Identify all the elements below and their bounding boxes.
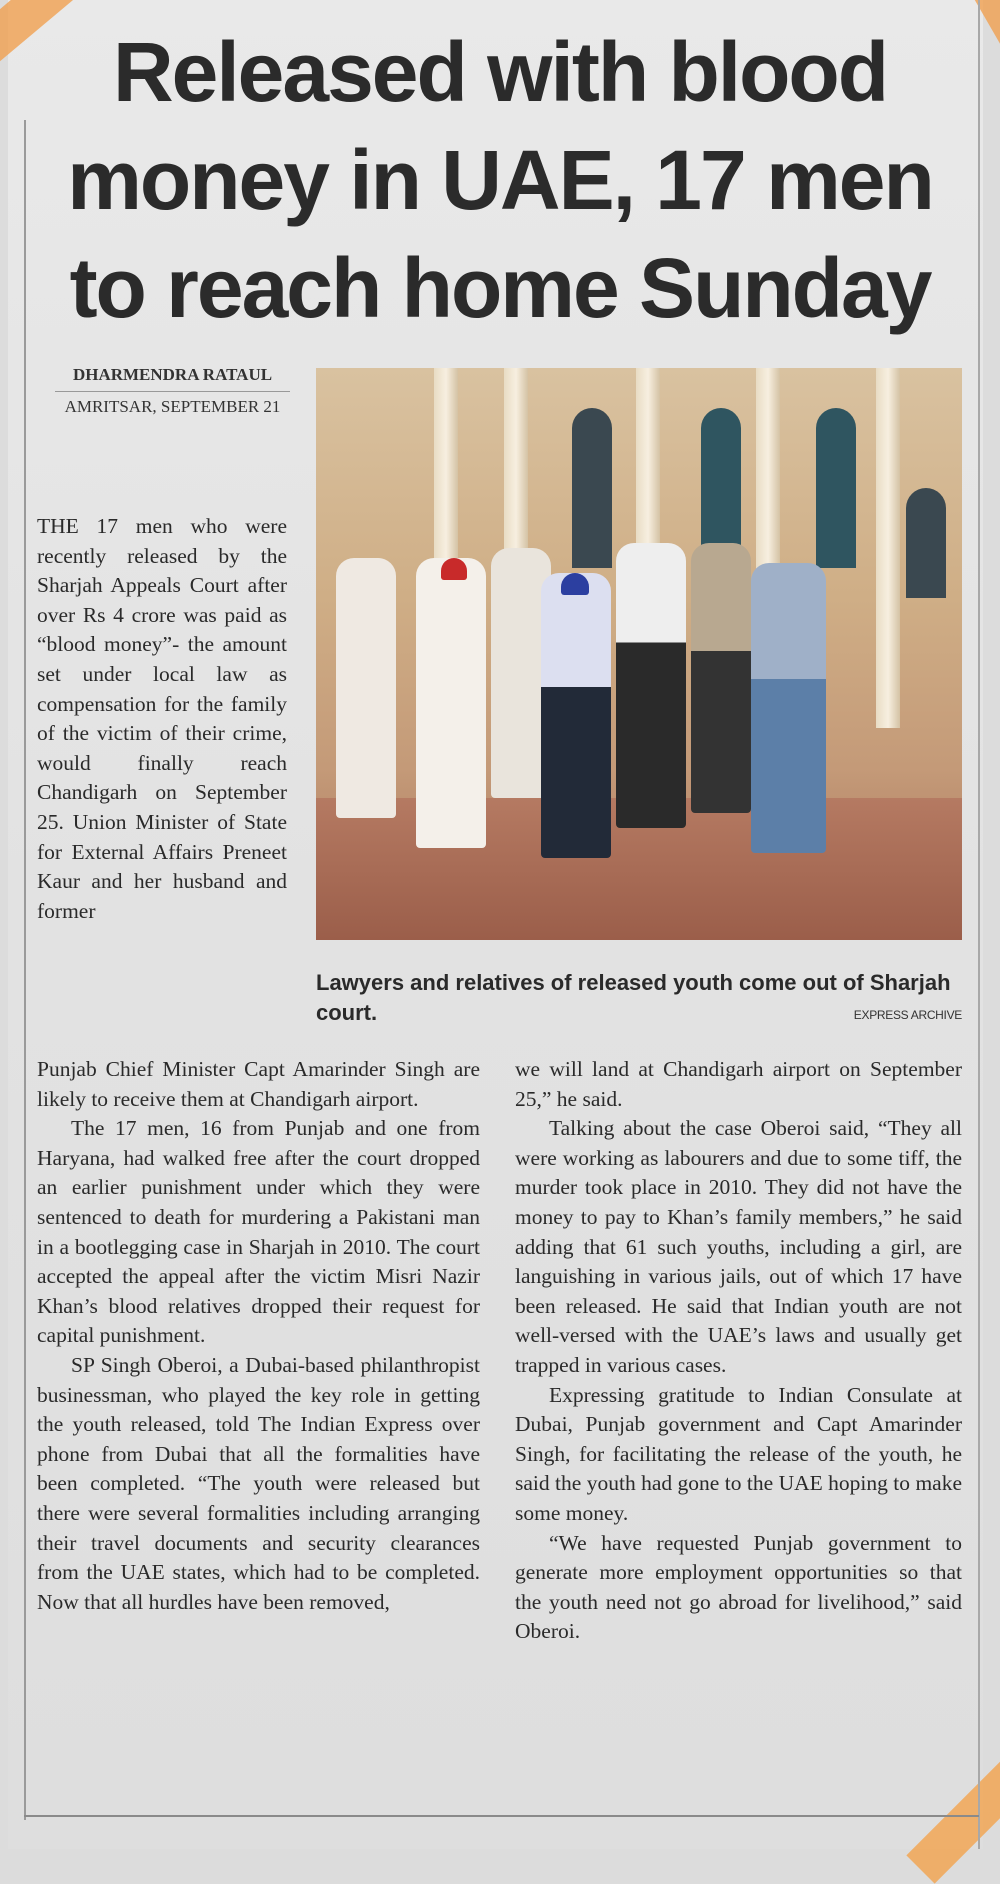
photo-caption: Lawyers and relatives of released youth come out of Sharjah court. [316, 970, 951, 1025]
article-column-3 [515, 1055, 962, 1647]
article-paragraph: Talking about the case Oberoi said, “They all were working as labourers and due to some tiff, the murder took place in 2010. They did not have the money to pay to Khan’s family members,” he said adding that 61 such youths, including a girl, are languishing in various jails, out of which 17 have been released. He said that Indian youth are not well-versed with the UAE’s laws and usually get trapped in various cases. [515, 1116, 962, 1377]
person [416, 558, 486, 848]
turban [561, 573, 589, 595]
turban [441, 558, 467, 580]
article-paragraph: The 17 men, 16 from Punjab and one from Haryana, had walked free after the court dropped an earlier punishment under which they were sentenced to death for murdering a Pakistani man in a bootlegging case in Sharjah in 2010. The court accepted the appeal after the victim Misri Nazir Khan’s blood relatives dropped their request for capital punishment. [37, 1116, 480, 1348]
building-arch [816, 408, 856, 568]
photo-credit: EXPRESS ARCHIVE [853, 1008, 962, 1022]
bottom-rule [24, 1815, 979, 1817]
building-arch [906, 488, 946, 598]
person [541, 573, 611, 858]
headline: Released with blood money in UAE, 17 men to reach home Sunday [67, 25, 933, 335]
news-photo [316, 368, 962, 940]
article-paragraph: Expressing gratitude to Indian Consulate at Dubai, Punjab government and Capt Amarinder Singh, for facilitating the release of the youth, he said the youth had gone to the UAE hoping to make some money. [515, 1382, 962, 1525]
article-column-1 [37, 512, 287, 926]
article-column-2 [37, 1055, 480, 1617]
author: DHARMENDRA RATAUL [72, 365, 273, 384]
building-arch [572, 408, 612, 568]
article-paragraph: SP Singh Oberoi, a Dubai-based philanthropist businessman, who played the key role in getting the youth released, told The Indian Express over phone from Dubai that all the formalities have been completed. “The youth were released but there were several formalities including arranging their travel documents and security clearances from the UAE states, which had to be completed. Now that all hurdles have been removed, [37, 1352, 480, 1614]
person [691, 543, 751, 813]
column-rule [978, 0, 980, 1849]
person [751, 563, 826, 853]
building-column [876, 368, 900, 728]
article-paragraph: “We have requested Punjab government to generate more employment opportunities so that the youth need not go abroad for livelihood,” said Oberoi. [515, 1530, 962, 1644]
person [336, 558, 396, 818]
person [616, 543, 686, 828]
dateline: AMRITSAR, SEPTEMBER 21 [64, 397, 281, 416]
byline-divider [55, 391, 290, 392]
column-rule [24, 120, 26, 1820]
byline [55, 362, 290, 419]
article-intro: THE 17 men who were recently released by the Sharjah Appeals Court after over Rs 4 crore was paid as “blood money”- the amount set under local law as compensation for the family of the victim of their crime, would finally reach Chandigarh on September 25. Union Minister of State for External Affairs Preneet Kaur and her husband and former [37, 514, 287, 923]
article-paragraph: we will land at Chandigarh airport on September 25,” he said. [515, 1057, 962, 1111]
article-paragraph: Punjab Chief Minister Capt Amarinder Singh are likely to receive them at Chandigarh airport. [37, 1057, 480, 1111]
